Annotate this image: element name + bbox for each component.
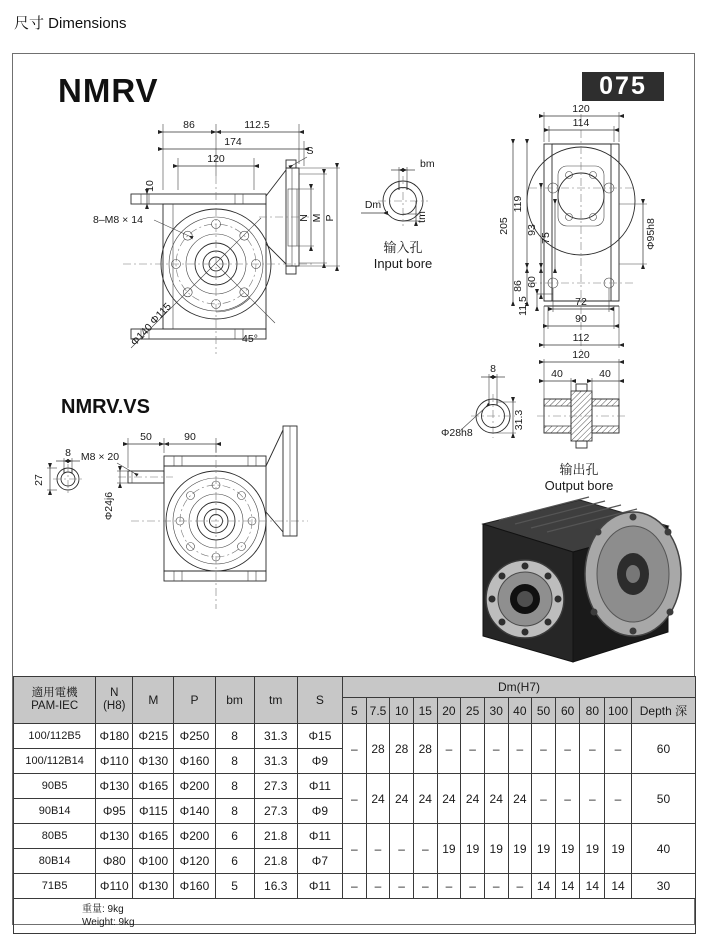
caption-output-bore-zh: 输出孔 bbox=[559, 462, 599, 477]
cell-n: Φ180 bbox=[96, 724, 133, 749]
cell-dm-value: – bbox=[390, 874, 414, 899]
bolt-note: 8–M8 × 14 bbox=[93, 214, 143, 226]
cell-bm: 6 bbox=[215, 824, 254, 849]
dim-label: tm bbox=[416, 211, 428, 223]
cell-model: 100/112B14 bbox=[14, 749, 96, 774]
dim-label: 112.5 bbox=[244, 119, 270, 131]
cell-dm-value: – bbox=[366, 824, 390, 874]
cell-dm-value: – bbox=[413, 874, 437, 899]
cell-dm-value: – bbox=[555, 724, 580, 774]
col-header-s: S bbox=[297, 677, 342, 724]
cell-p: Φ160 bbox=[174, 874, 215, 899]
cell-s: Φ15 bbox=[297, 724, 342, 749]
dimensions-panel bbox=[12, 53, 695, 928]
col-header-bm: bm bbox=[215, 677, 254, 724]
caption-output-bore-en: Output bore bbox=[544, 478, 614, 493]
dim-label: 8 bbox=[65, 447, 71, 459]
cell-dm-value: – bbox=[343, 824, 367, 874]
cell-p: Φ120 bbox=[174, 849, 215, 874]
dim-label: 31.3 bbox=[513, 409, 525, 431]
cell-dm-value: – bbox=[390, 824, 414, 874]
dim-label: 205 bbox=[498, 217, 510, 235]
dim-label: S bbox=[306, 145, 314, 157]
cell-tm: 21.8 bbox=[254, 849, 297, 874]
dim-label: 10 bbox=[144, 180, 156, 192]
cell-bm: 8 bbox=[215, 749, 254, 774]
cell-dm-value: – bbox=[343, 724, 367, 774]
cell-depth: 50 bbox=[631, 774, 695, 824]
cell-dm-value: – bbox=[484, 874, 508, 899]
dim-label: Φ28h8 bbox=[441, 427, 473, 439]
output-bore-view bbox=[441, 349, 626, 493]
cell-n: Φ130 bbox=[96, 824, 133, 849]
dim-label: 50 bbox=[140, 431, 152, 443]
ratio-header: 7.5 bbox=[366, 698, 390, 724]
cell-bm: 8 bbox=[215, 799, 254, 824]
cell-dm-value: – bbox=[555, 774, 580, 824]
cell-dm-value: – bbox=[580, 774, 605, 824]
ratio-header: 30 bbox=[484, 698, 508, 724]
cell-dm-value: 19 bbox=[461, 824, 485, 874]
dim-label: Φ24j6 bbox=[103, 491, 115, 521]
dim-label: 40 bbox=[551, 368, 563, 380]
ratio-header: 60 bbox=[555, 698, 580, 724]
cell-dm-value: 14 bbox=[605, 874, 632, 899]
cell-dm-value: 14 bbox=[555, 874, 580, 899]
gearbox-photo bbox=[483, 497, 681, 662]
cell-model: 100/112B5 bbox=[14, 724, 96, 749]
cell-dm-value: – bbox=[484, 724, 508, 774]
weight-note: 重量: 9kg Weight: 9kg bbox=[14, 899, 696, 934]
cell-dm-value: 28 bbox=[413, 724, 437, 774]
cell-depth: 60 bbox=[631, 724, 695, 774]
cell-dm-value: – bbox=[605, 724, 632, 774]
cell-dm-value: 19 bbox=[605, 824, 632, 874]
dim-label: 120 bbox=[572, 349, 590, 361]
cell-m: Φ115 bbox=[133, 799, 174, 824]
ratio-header: 5 bbox=[343, 698, 367, 724]
cell-model: 80B5 bbox=[14, 824, 96, 849]
dim-label: 86 bbox=[183, 119, 195, 131]
cell-s: Φ9 bbox=[297, 799, 342, 824]
col-header-n: N (H8) bbox=[96, 677, 133, 724]
dim-label: Φ95h8 bbox=[645, 218, 657, 250]
cell-dm-value: 28 bbox=[390, 724, 414, 774]
cell-dm-value: – bbox=[343, 874, 367, 899]
cell-dm-value: 14 bbox=[532, 874, 556, 899]
ratio-header: 50 bbox=[532, 698, 556, 724]
dim-label: Φ115 bbox=[147, 300, 174, 328]
dim-label: Φ140 bbox=[128, 321, 156, 349]
cell-n: Φ110 bbox=[96, 749, 133, 774]
cell-depth: 40 bbox=[631, 824, 695, 874]
cell-s: Φ9 bbox=[297, 749, 342, 774]
col-header-motor: 適用電機 PAM-IEC bbox=[14, 677, 96, 724]
ratio-header: 25 bbox=[461, 698, 485, 724]
cell-m: Φ130 bbox=[133, 749, 174, 774]
dim-label: 27 bbox=[33, 474, 45, 486]
col-header-tm: tm bbox=[254, 677, 297, 724]
dim-label: 120 bbox=[207, 153, 225, 165]
cell-n: Φ95 bbox=[96, 799, 133, 824]
dim-label: 174 bbox=[224, 136, 242, 148]
table-row bbox=[14, 824, 696, 849]
cell-model: 80B14 bbox=[14, 849, 96, 874]
ratio-header: 15 bbox=[413, 698, 437, 724]
cell-p: Φ200 bbox=[174, 824, 215, 849]
cell-dm-value: 14 bbox=[580, 874, 605, 899]
cell-tm: 31.3 bbox=[254, 749, 297, 774]
dim-label: 8 bbox=[490, 363, 496, 375]
cell-model: 90B5 bbox=[14, 774, 96, 799]
cell-dm-value: – bbox=[532, 774, 556, 824]
cell-dm-value: 24 bbox=[508, 774, 532, 824]
cell-dm-value: – bbox=[413, 824, 437, 874]
table-row bbox=[14, 724, 696, 749]
cell-dm-value: 19 bbox=[555, 824, 580, 874]
dim-label: 93 bbox=[526, 224, 538, 236]
cell-p: Φ250 bbox=[174, 724, 215, 749]
cell-dm-value: 24 bbox=[437, 774, 461, 824]
dim-label: 90 bbox=[575, 313, 587, 325]
cell-dm-value: 24 bbox=[461, 774, 485, 824]
cell-dm-value: – bbox=[461, 724, 485, 774]
cell-n: Φ80 bbox=[96, 849, 133, 874]
col-header-m: M bbox=[133, 677, 174, 724]
model-title: NMRV bbox=[58, 72, 159, 109]
cell-tm: 31.3 bbox=[254, 724, 297, 749]
cell-p: Φ140 bbox=[174, 799, 215, 824]
cell-p: Φ200 bbox=[174, 774, 215, 799]
cell-dm-value: 24 bbox=[366, 774, 390, 824]
cell-dm-value: – bbox=[508, 874, 532, 899]
cell-n: Φ110 bbox=[96, 874, 133, 899]
dim-label: N bbox=[298, 214, 310, 222]
cell-s: Φ11 bbox=[297, 774, 342, 799]
cell-dm-value: – bbox=[605, 774, 632, 824]
cell-m: Φ130 bbox=[133, 874, 174, 899]
dim-label: 11.5 bbox=[517, 296, 529, 316]
cell-dm-value: – bbox=[366, 874, 390, 899]
cell-m: Φ165 bbox=[133, 774, 174, 799]
col-header-depth: Depth 深 bbox=[631, 698, 695, 724]
cell-dm-value: 19 bbox=[484, 824, 508, 874]
dim-label: bm bbox=[420, 158, 435, 170]
cell-n: Φ130 bbox=[96, 774, 133, 799]
cell-dm-value: 19 bbox=[580, 824, 605, 874]
cell-m: Φ165 bbox=[133, 824, 174, 849]
cell-dm-value: 24 bbox=[413, 774, 437, 824]
dim-label: 90 bbox=[184, 431, 196, 443]
rear-view bbox=[498, 103, 657, 354]
dim-label: 120 bbox=[572, 103, 590, 115]
dim-label: Dm bbox=[364, 199, 382, 211]
cell-tm: 27.3 bbox=[254, 799, 297, 824]
cell-p: Φ160 bbox=[174, 749, 215, 774]
dim-label: 72 bbox=[575, 296, 587, 308]
spec-table-body bbox=[14, 724, 696, 899]
cell-dm-value: – bbox=[437, 724, 461, 774]
cell-s: Φ11 bbox=[297, 824, 342, 849]
cell-bm: 6 bbox=[215, 849, 254, 874]
cell-dm-value: – bbox=[343, 774, 367, 824]
cell-dm-value: – bbox=[437, 874, 461, 899]
cell-dm-value: – bbox=[508, 724, 532, 774]
technical-drawings bbox=[13, 54, 696, 674]
dim-label: 114 bbox=[572, 117, 590, 129]
nmrv-vs-view bbox=[33, 426, 308, 609]
col-header-dm: Dm(H7) bbox=[343, 677, 696, 698]
dim-label: 75 bbox=[540, 232, 552, 244]
nmrv-front-view bbox=[93, 119, 340, 354]
cell-bm: 8 bbox=[215, 724, 254, 749]
size-badge: 075 bbox=[582, 72, 664, 101]
page-heading: 尺寸 Dimensions bbox=[14, 15, 127, 32]
input-bore-view bbox=[361, 158, 435, 271]
cell-m: Φ215 bbox=[133, 724, 174, 749]
ratio-header: 80 bbox=[580, 698, 605, 724]
cell-dm-value: 19 bbox=[437, 824, 461, 874]
cell-bm: 8 bbox=[215, 774, 254, 799]
spec-table bbox=[13, 676, 696, 934]
table-row bbox=[14, 874, 696, 899]
cell-tm: 16.3 bbox=[254, 874, 297, 899]
table-row bbox=[14, 774, 696, 799]
bolt-note: M8 × 20 bbox=[80, 451, 120, 463]
cell-tm: 21.8 bbox=[254, 824, 297, 849]
cell-bm: 5 bbox=[215, 874, 254, 899]
cell-depth: 30 bbox=[631, 874, 695, 899]
cell-dm-value: – bbox=[532, 724, 556, 774]
cell-model: 71B5 bbox=[14, 874, 96, 899]
dim-label: 40 bbox=[599, 368, 611, 380]
caption-input-bore-en: Input bore bbox=[373, 256, 433, 271]
caption-input-bore-zh: 输入孔 bbox=[383, 240, 423, 255]
cell-dm-value: 28 bbox=[366, 724, 390, 774]
cell-dm-value: 19 bbox=[532, 824, 556, 874]
ratio-header: 20 bbox=[437, 698, 461, 724]
dim-label: 119 bbox=[512, 195, 524, 213]
cell-m: Φ100 bbox=[133, 849, 174, 874]
cell-model: 90B14 bbox=[14, 799, 96, 824]
cell-dm-value: – bbox=[580, 724, 605, 774]
cell-dm-value: 19 bbox=[508, 824, 532, 874]
cell-s: Φ7 bbox=[297, 849, 342, 874]
dim-label: 112 bbox=[572, 332, 590, 344]
dim-label: M bbox=[311, 213, 323, 223]
dim-label: 86 bbox=[512, 280, 524, 292]
dim-label: 60 bbox=[526, 276, 538, 288]
model-vs-title: NMRV.VS bbox=[61, 396, 150, 418]
cell-dm-value: 24 bbox=[484, 774, 508, 824]
ratio-header: 40 bbox=[508, 698, 532, 724]
col-header-p: P bbox=[174, 677, 215, 724]
angle-label: 45° bbox=[242, 333, 258, 345]
cell-dm-value: 24 bbox=[390, 774, 414, 824]
ratio-header: 100 bbox=[605, 698, 632, 724]
cell-tm: 27.3 bbox=[254, 774, 297, 799]
dim-label: P bbox=[324, 214, 336, 222]
ratio-header: 10 bbox=[390, 698, 414, 724]
cell-s: Φ11 bbox=[297, 874, 342, 899]
cell-dm-value: – bbox=[461, 874, 485, 899]
